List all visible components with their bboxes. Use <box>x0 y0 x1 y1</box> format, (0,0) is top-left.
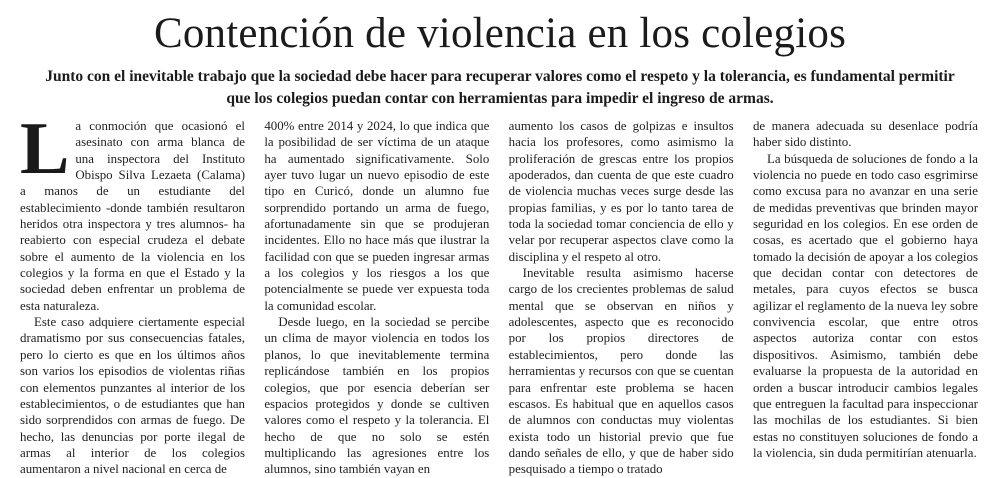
paragraph: de manera adecuada su desenlace podría haber sido distinto. <box>752 119 978 150</box>
column-1 <box>20 108 245 477</box>
headline: Contención de violencia en los colegios <box>153 10 847 57</box>
lede: Junto con el inevitable trabajo que la sociedad debe hacer para recuperar valores como el respeto y la tolerancia, es fundamental permitir que los colegios puedan contar con herramientas para impedir el ingreso de armas. <box>45 68 955 107</box>
paragraph: 400% entre 2014 y 2024, lo que indica que la posibilidad de ser víctima de un ataque ha aumentado significativamente. Solo ayer tuvo lugar un nuevo episodio de este tipo en Curicó, donde un alumno fue sorprendido portando un arma de fuego, afortunadamente sin que se produjeran incidentes. Ello no hace más que ilustrar la facilidad con que se pueden ingresar armas a los colegios y los riesgos a los que potencialmente se puede ver expuesta toda la comunidad escolar. <box>264 119 490 313</box>
paragraph: Desde luego, en la sociedad se percibe un clima de mayor violencia en todos los planos, lo que inevitablemente termina replicándose también en los propios colegios, que por esencia deberían ser espacios protegidos y donde se cultiven valores como el respeto y la tolerancia. El hecho de que no solo se estén multiplicando las agresiones entre los alumnos, sino también vayan en <box>264 315 490 477</box>
article-columns <box>20 108 978 477</box>
column-4 <box>752 118 978 460</box>
paragraph: Inevitable resulta asimismo hacerse cargo de los crecientes problemas de salud mental que se observan en niños y adolescentes, aspecto que es reconocido por los propios directores de establecimientos, pero donde las herramientas y recursos con que se cuentan para enfrentar este problema se hacen escasos. Es habitual que en aquellos casos de alumnos con conductas muy violentas exista todo un historial previo que fue dando señales de ello, y que de haber sido pesquisado a tiempo o tratado <box>508 266 734 477</box>
paragraph: La búsqueda de soluciones de fondo a la violencia no puede en todo caso esgrimirse como excusa para no avanzar en una serie de medidas preventivas que brinden mayor seguridad en los colegios. En ese orden de cosas, es acertado que el gobierno haya tomado la decisión de apoyar a los colegios que decidan contar con detectores de metales, para cuyos efectos se busca agilizar el reglamento de la nueva ley sobre convivencia escolar, que entre otros aspectos autoriza contar con estos dispositivos. Asimismo, también debe evaluarse la propuesta de la autoridad en orden a buscar introducir cambios legales que entreguen la facultad para inspeccionar las mochilas de los estudiantes. Si bien estas no constituyen soluciones de fondo a la violencia, sin duda permitirían atenuarla. <box>752 151 978 460</box>
paragraph-text: a conmoción que ocasionó el asesinato con arma blanca de una inspectora del Instituto Obispo Silva Lezaeta (Calama) a manos de un estudiante del establecimiento -donde también resultaron heridos otra inspectora y tres alumnos- ha reabierto con especial crudeza el debate sobre el aumento de la violencia en los colegios y la forma en que el Estado y la sociedad deben enfrentar un problema de esta naturaleza. <box>20 119 245 313</box>
column-3 <box>508 118 734 477</box>
column-2 <box>264 118 490 477</box>
paragraph: Este caso adquiere ciertamente especial dramatismo por sus consecuencias fatales, pero lo cierto es que en los últimos años son varios los episodios de violentas riñas con elementos punzantes al interior de los establecimientos, o de estudiantes que han sido sorprendidos con armas de fuego. De hecho, las denuncias por porte ilegal de armas al interior de los colegios aumentaron a nivel nacional en cerca de <box>20 315 245 477</box>
paragraph: aumento los casos de golpizas e insultos hacia los profesores, como asimismo la proliferación de grescas entre los propios apoderados, dan cuenta de que este cuadro de violencia muchas veces surge desde las propias familias, y es por lo tanto tarea de toda la sociedad tomar conciencia de ello y velar por recuperar aspectos clave como la disciplina y el respeto al otro. <box>508 119 734 264</box>
paragraph <box>20 108 245 314</box>
drop-cap: L <box>20 108 70 190</box>
